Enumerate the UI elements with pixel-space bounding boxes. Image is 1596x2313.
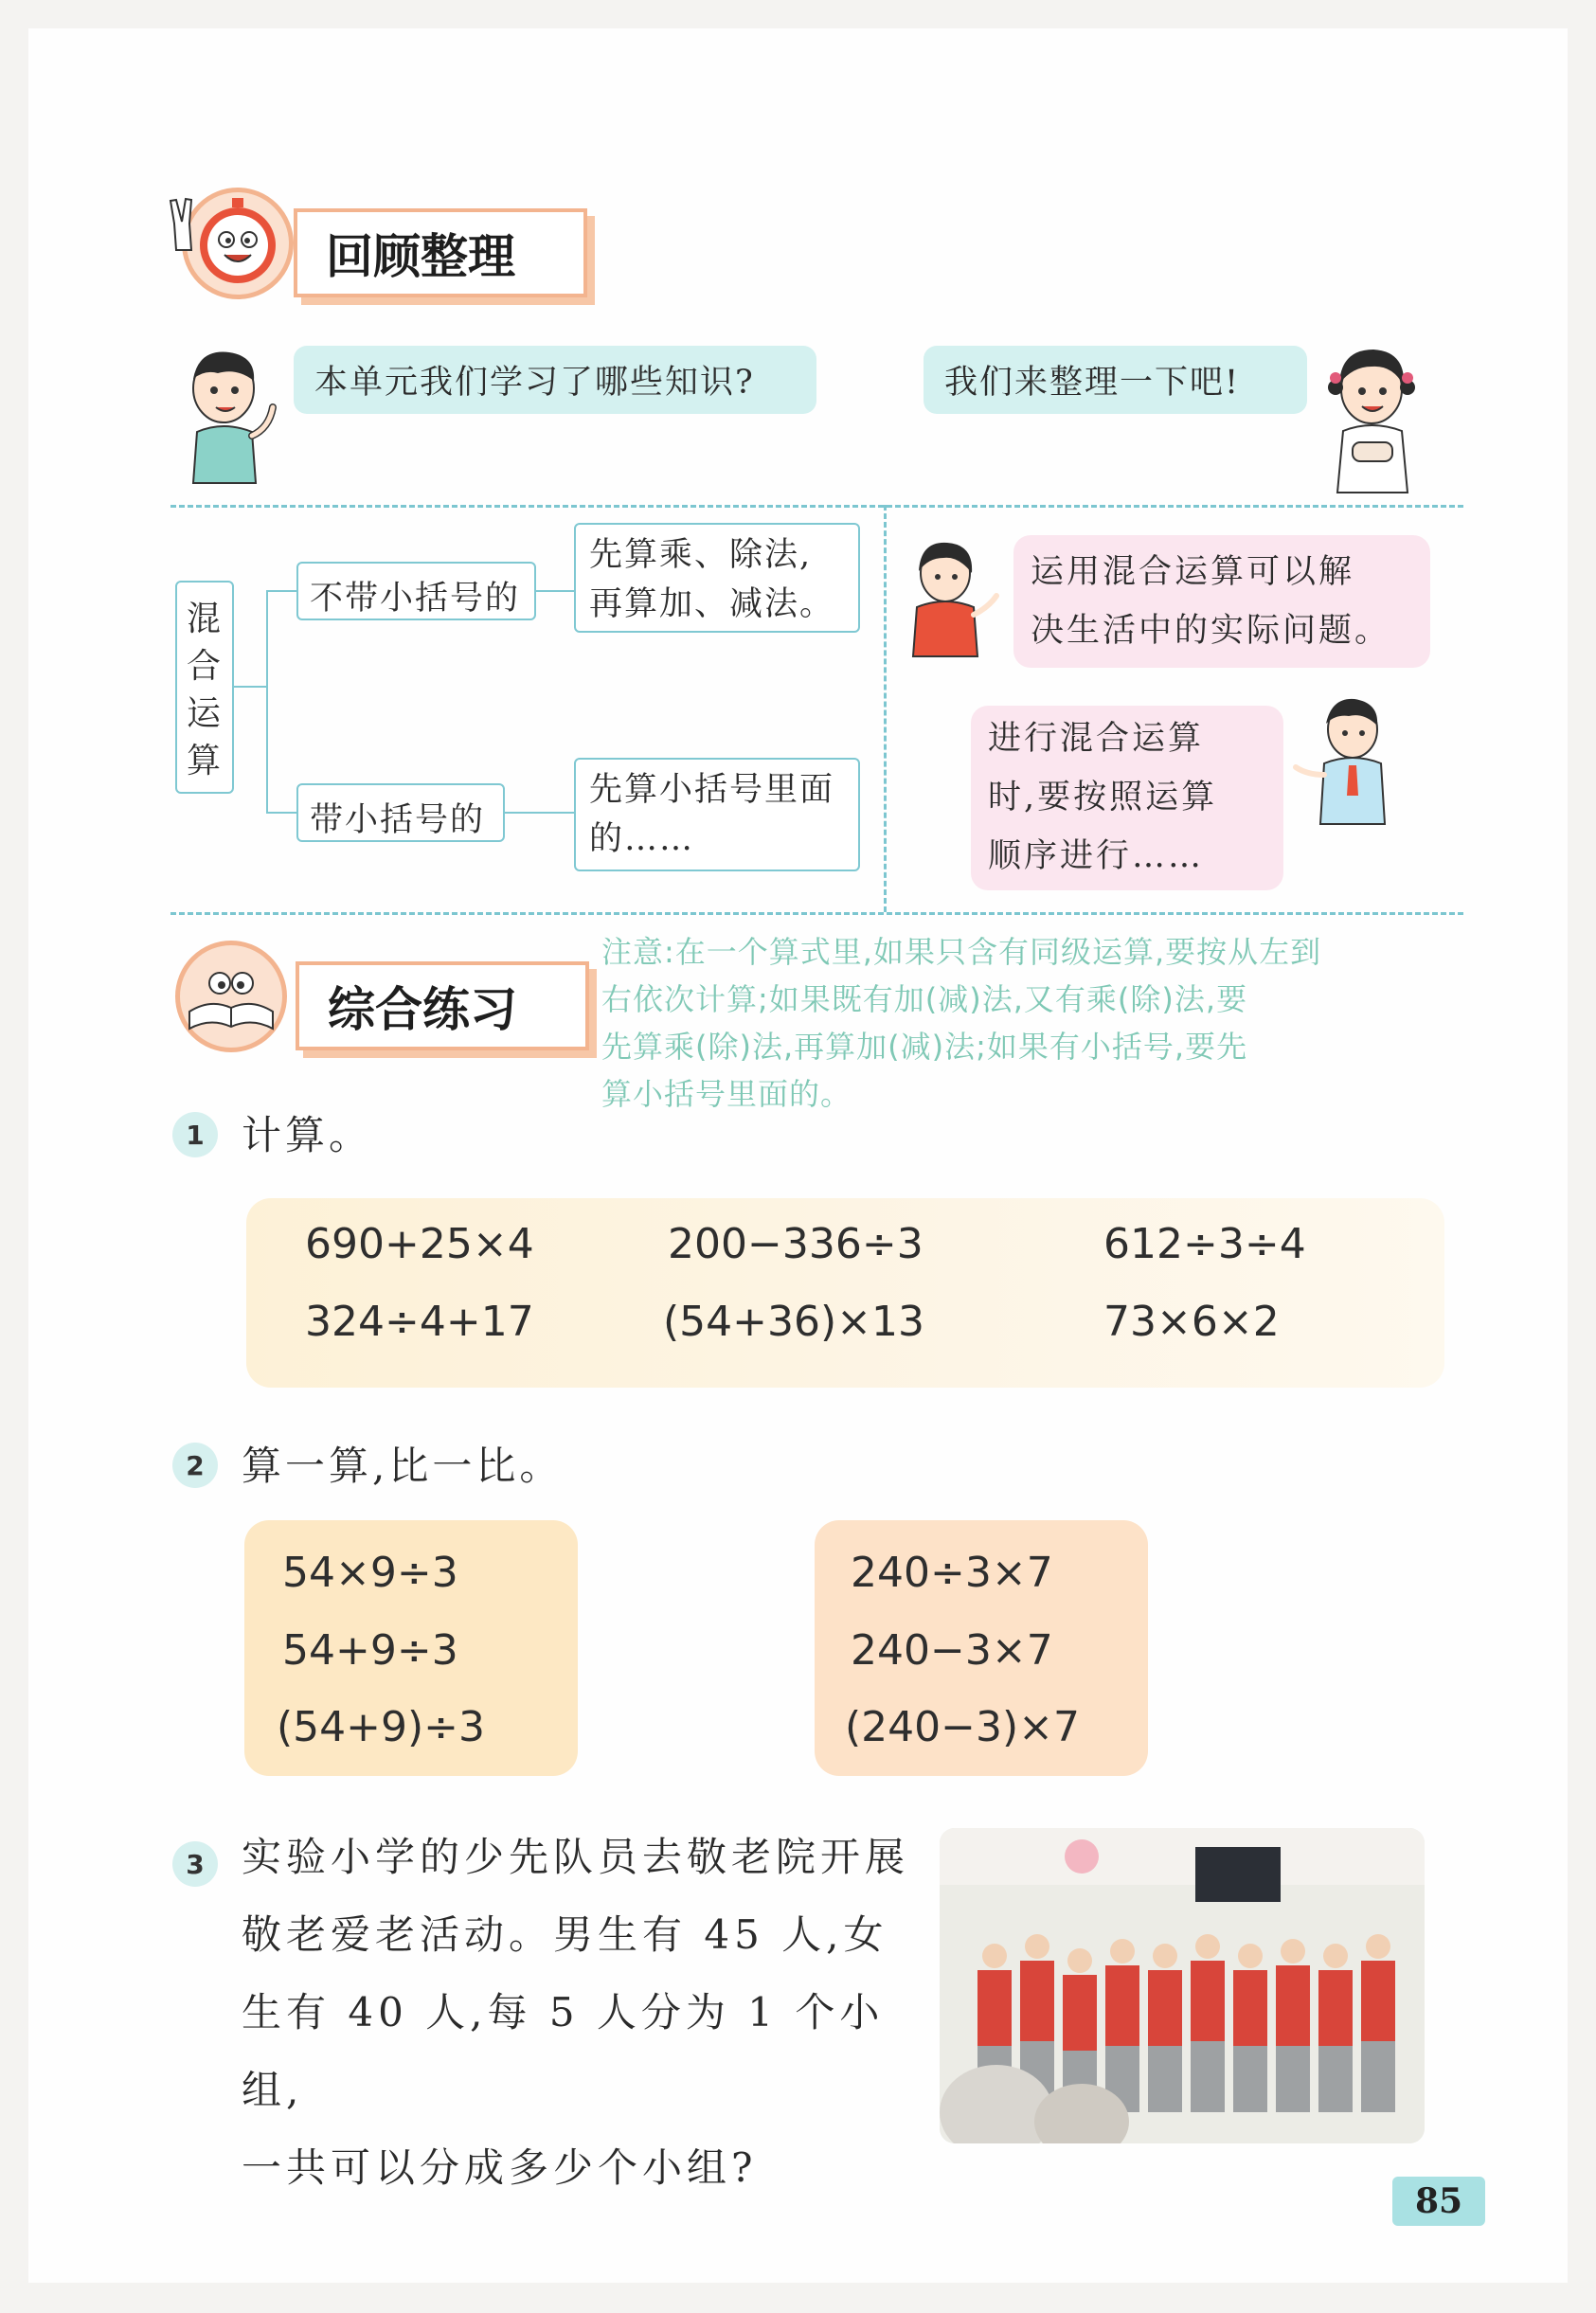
expression: 240−3×7 bbox=[851, 1626, 1053, 1675]
expression: 73×6×2 bbox=[1103, 1298, 1280, 1346]
boy-question-text: 本单元我们学习了哪些知识? bbox=[314, 364, 755, 402]
question-number: 1 bbox=[172, 1112, 218, 1157]
root-node-mixed-operations bbox=[175, 581, 234, 794]
top-dashed-divider bbox=[170, 505, 1463, 508]
tip-line: 运用混合运算可以解 bbox=[1031, 553, 1355, 591]
note-line: 算小括号里面的。 bbox=[601, 1076, 852, 1112]
review-title-text: 回顾整理 bbox=[326, 229, 515, 284]
problem-line: 生有 40 人,每 5 人分为 1 个小组, bbox=[242, 1989, 885, 2113]
girl-answer-text: 我们来整理一下吧! bbox=[944, 364, 1241, 402]
operation-order-note bbox=[601, 928, 1511, 1118]
bottom-dashed-divider bbox=[170, 912, 1463, 915]
middle-dashed-divider bbox=[884, 505, 887, 912]
expression: (54+36)×13 bbox=[663, 1298, 925, 1346]
rule-line: 先算小括号里面 bbox=[589, 771, 835, 809]
tip-order-box bbox=[971, 706, 1283, 890]
branch-no-parentheses-text: 不带小括号的 bbox=[310, 580, 521, 618]
girl-pointing-illustration bbox=[898, 535, 1002, 658]
root-char: 算 bbox=[186, 742, 223, 780]
tip-line: 顺序进行…… bbox=[988, 837, 1205, 875]
question-1-text: 计算。 bbox=[242, 1112, 373, 1158]
branch-no-parentheses bbox=[296, 562, 536, 620]
tip-line: 进行混合运算 bbox=[988, 720, 1205, 758]
tree-connector bbox=[266, 590, 296, 592]
branch-with-parentheses bbox=[296, 783, 505, 842]
boy-pointing-illustration bbox=[1288, 691, 1402, 834]
rule-line: 先算乘、除法, bbox=[589, 536, 813, 574]
expression: 324÷4+17 bbox=[305, 1298, 534, 1346]
expression: 612÷3÷4 bbox=[1103, 1220, 1306, 1268]
question-3-text bbox=[242, 1819, 942, 2207]
tree-connector bbox=[266, 812, 296, 814]
girl-avatar bbox=[1317, 336, 1430, 497]
rule-line: 再算加、减法。 bbox=[589, 585, 835, 623]
book-mascot-icon bbox=[175, 941, 287, 1052]
expression: (54+9)÷3 bbox=[277, 1703, 486, 1751]
boy-avatar bbox=[170, 341, 284, 493]
rule-with-parentheses bbox=[574, 758, 860, 871]
tree-connector bbox=[234, 686, 266, 688]
practice-title-text: 综合练习 bbox=[328, 982, 517, 1037]
boy-question-bubble bbox=[294, 346, 816, 414]
expression: 240÷3×7 bbox=[851, 1549, 1053, 1597]
problem-line: 敬老爱老活动。男生有 45 人,女 bbox=[242, 1911, 888, 1958]
girl-answer-bubble bbox=[924, 346, 1307, 414]
problem-line: 实验小学的少先队员去敬老院开展 bbox=[242, 1834, 910, 1880]
expression: 54×9÷3 bbox=[282, 1549, 458, 1597]
root-char: 混 bbox=[186, 600, 223, 638]
tip-real-life-box bbox=[1013, 535, 1430, 668]
students-photo bbox=[940, 1828, 1425, 2143]
rule-line: 的…… bbox=[589, 820, 695, 858]
textbook-page bbox=[28, 28, 1568, 2283]
expression: 200−336÷3 bbox=[668, 1220, 924, 1268]
tip-line: 决生活中的实际问题。 bbox=[1031, 612, 1391, 650]
rule-no-parentheses bbox=[574, 523, 860, 633]
practice-section-title bbox=[296, 961, 589, 1050]
victory-hand-icon bbox=[167, 195, 205, 252]
question-number: 3 bbox=[172, 1841, 218, 1887]
question-2-text: 算一算,比一比。 bbox=[242, 1443, 564, 1489]
expression: 54+9÷3 bbox=[282, 1626, 458, 1675]
tip-line: 时,要按照运算 bbox=[988, 779, 1218, 816]
note-line: 右依次计算;如果既有加(减)法,又有乘(除)法,要 bbox=[601, 981, 1248, 1017]
tree-connector bbox=[266, 590, 268, 814]
root-char: 运 bbox=[186, 694, 223, 733]
branch-with-parentheses-text: 带小括号的 bbox=[310, 801, 486, 839]
root-char: 合 bbox=[186, 647, 223, 686]
expression: 690+25×4 bbox=[305, 1220, 534, 1268]
problem-line: 一共可以分成多少个小组? bbox=[242, 2144, 758, 2191]
page-number: 85 bbox=[1392, 2177, 1485, 2226]
note-line: 先算乘(除)法,再算加(减)法;如果有小括号,要先 bbox=[601, 1029, 1248, 1065]
tree-connector bbox=[505, 812, 574, 814]
question-number: 2 bbox=[172, 1443, 218, 1488]
tree-connector bbox=[536, 590, 574, 592]
review-section-title bbox=[294, 208, 587, 297]
note-line: 注意:在一个算式里,如果只含有同级运算,要按从左到 bbox=[601, 934, 1322, 970]
expression: (240−3)×7 bbox=[845, 1703, 1081, 1751]
